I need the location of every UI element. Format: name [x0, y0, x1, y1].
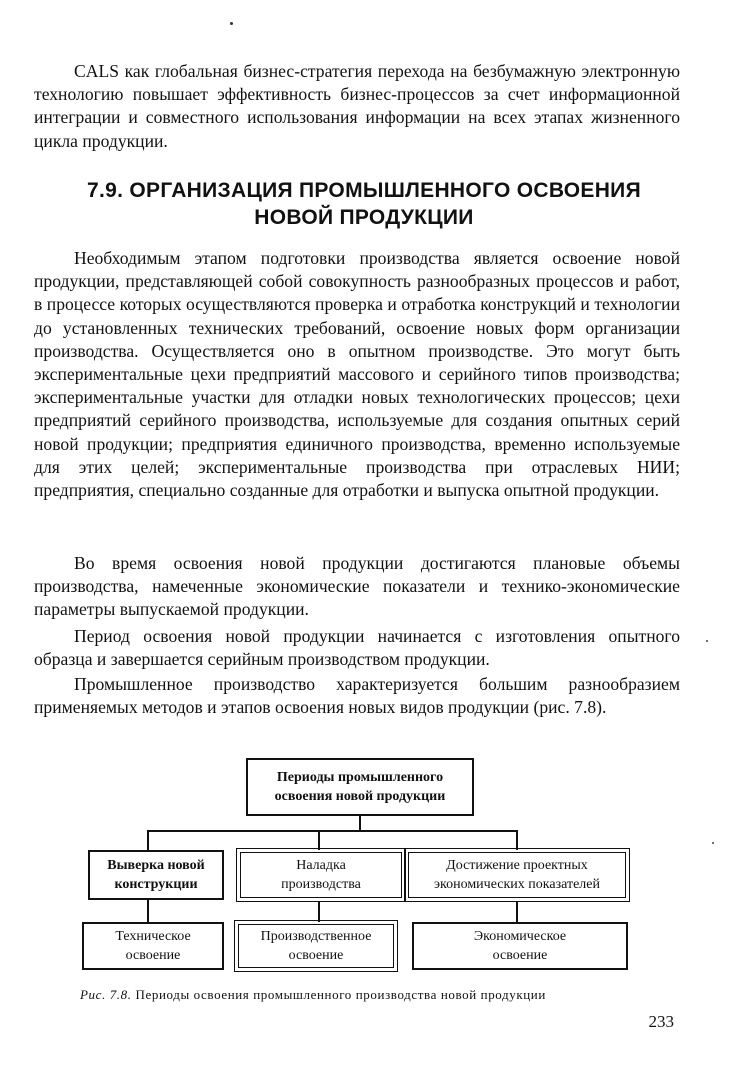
body-paragraph-3: Период освоения новой продукции начинается с изготовления опытного образца и завершается серийным производством продукции.	[34, 626, 680, 670]
figure-caption	[80, 987, 546, 1003]
section-title-line1: 7.9. ОРГАНИЗАЦИЯ ПРОМЫШЛЕННОГО ОСВОЕНИЯ	[87, 179, 641, 202]
connector-line	[516, 902, 518, 922]
figure-caption-text: Периоды освоения промышленного производства новой продукции	[135, 987, 546, 1002]
diagram-bottom-box-2	[238, 924, 394, 968]
section-title	[34, 177, 694, 231]
diagram-bottom-label-3: Экономическое освоение	[473, 929, 567, 963]
diagram-mid-box-1	[88, 850, 224, 900]
body-paragraph-4: Промышленное производство характеризуется большим разнообразием применяемых методов и этапов освоения новых видов продукции (рис. 7.8).	[34, 674, 680, 718]
body-paragraph-2: Во время освоения новой продукции достигаются плановые объемы производства, намеченные экономические показатели и технико-экономические параметры выпускаемой продукции.	[34, 553, 680, 620]
connector-line	[516, 830, 518, 850]
scan-speck	[230, 22, 233, 25]
page-number: 233	[648, 1012, 674, 1031]
diagram-bottom-label-1: Техническое освоение	[115, 929, 191, 963]
connector-line	[147, 830, 149, 850]
connector-line	[318, 830, 320, 850]
intro-paragraph: CALS как глобальная бизнес-стратегия перехода на безбумажную электронную технологию повышает эффективность бизнес-процессов за счет информационной интеграции и совместного использования информации на всех этапах жизненного цикла продукции.	[34, 61, 680, 151]
diagram-root-box	[246, 758, 474, 816]
figure-caption-prefix: Рис. 7.8.	[80, 987, 132, 1002]
diagram-root-label: Периоды промышленного освоения новой продукции	[274, 770, 446, 804]
diagram-bottom-label-2: Производственное освоение	[260, 929, 372, 963]
scan-speck	[712, 842, 714, 844]
diagram-mid-label-1: Выверка новой конструкции	[107, 858, 205, 892]
diagram-mid-label-2: Наладка производства	[281, 858, 361, 892]
connector-line	[359, 816, 361, 831]
diagram-mid-box-3	[408, 852, 626, 898]
section-title-line2: НОВОЙ ПРОДУКЦИИ	[254, 206, 474, 229]
scan-speck	[706, 640, 708, 642]
diagram-bottom-box-1	[82, 922, 224, 970]
connector-line	[147, 830, 517, 832]
connector-line	[147, 900, 149, 922]
body-paragraph-1: Необходимым этапом подготовки производства является освоение новой продукции, представляющей собой совокупность разнообразных процессов и работ, в процессе которых осуществляются проверка и отработка конструкций и технологии до установленных технических требований, освоение новых форм организации производства. Осуществляется оно в опытном производстве. Это могут быть экспериментальные цехи предприятий массового и серийного типов производства; экспериментальные участки для отладки новых технологических процессов; цехи предприятий серийного производства, используемые для создания опытных серий новой продукции; предприятия единичного производства, временно используемые для этих целей; экспериментальные производства при отраслевых НИИ; предприятия, специально созданные для отработки и выпуска опытной продукции.	[34, 248, 680, 501]
diagram-mid-box-2	[240, 852, 402, 898]
diagram-mid-label-3: Достижение проектных экономических показателей	[434, 858, 600, 892]
connector-line	[318, 902, 320, 922]
diagram-bottom-box-3	[412, 922, 628, 970]
